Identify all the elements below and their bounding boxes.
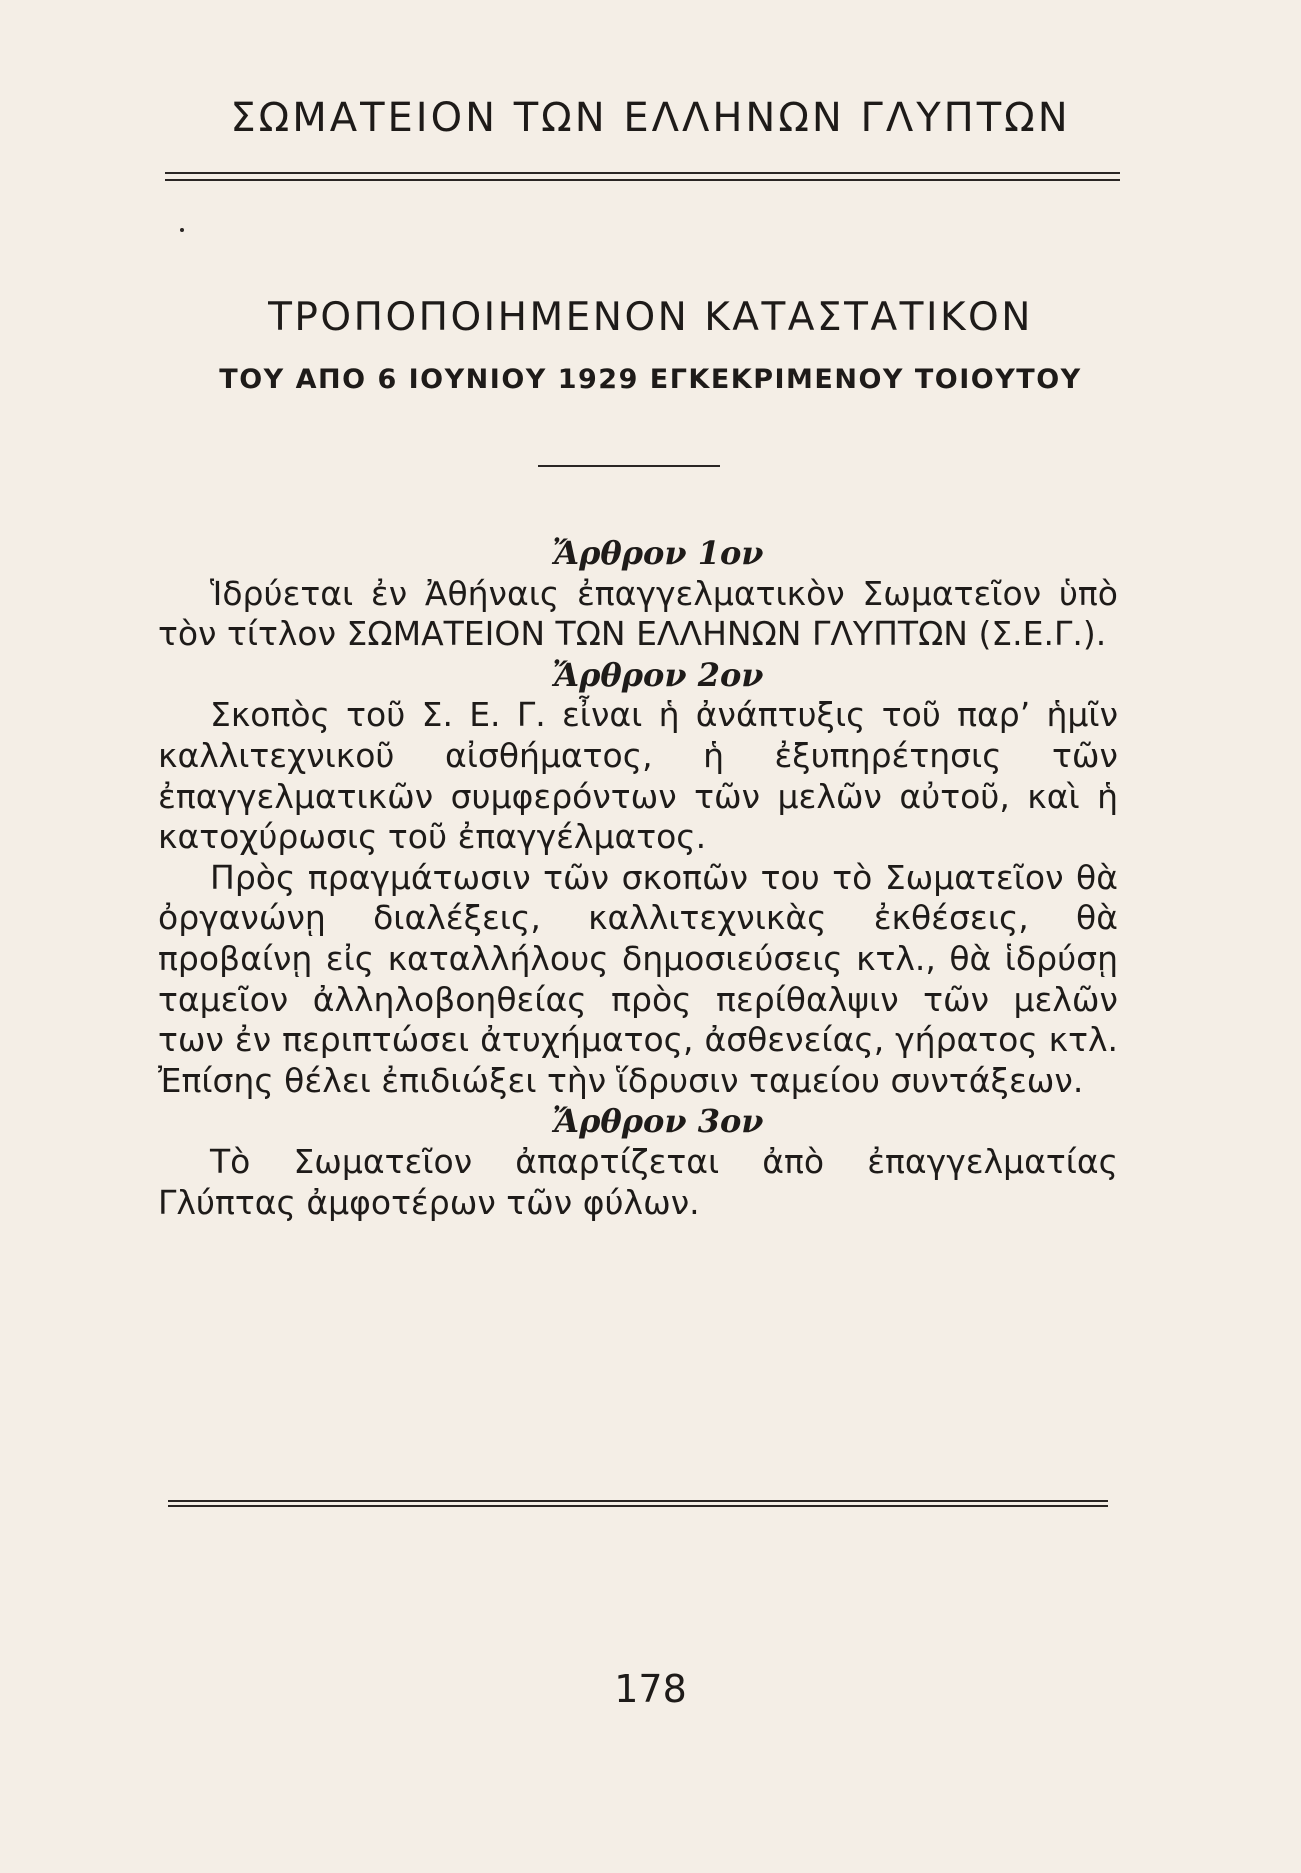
article-2-paragraph-1: Σκοπὸς τοῦ Σ. Ε. Γ. εἶναι ἡ ἀνάπτυξις τοῦ παρ’ ἡμῖν καλλιτεχνικοῦ αἰσθήματος, ἡ ἐξυπηρέτησις τῶν ἐπαγγελματικῶν συμφερόντων τῶν μελῶν αὐτοῦ, καὶ ἡ κατοχύρωσις τοῦ ἐπαγγέλματος. [158,695,1118,857]
page-number: 178 [614,1667,687,1711]
article-2-paragraph-2: Πρὸς πραγμάτωσιν τῶν σκοπῶν του τὸ Σωματεῖον θὰ ὀργανώνῃ διαλέξεις, καλλιτεχνικὰς ἐκθέσεις, θὰ προβαίνῃ εἰς καταλλήλους δημοσιεύσεις κτλ., θὰ ἱδρύσῃ ταμεῖον ἀλληλοβοηθείας πρὸς περίθαλψιν τῶν μελῶν των ἐν περιπτώσει ἀτυχήματος, ἀσθενείας, γήρατος κτλ. Ἐπίσης θέλει ἐπιδιώξει τὴν ἵδρυσιν ταμείου συντάξεων. [158,857,1118,1100]
document-title: ΤΡΟΠΟΠΟΙΗΜΕΝΟΝ ΚΑΤΑΣΤΑΤΙΚΟΝ [268,295,1033,340]
ink-speck [180,228,184,232]
article-3-paragraph-1: Τὸ Σωματεῖον ἀπαρτίζεται ἀπὸ ἐπαγγελματίας Γλύπτας ἀμφοτέρων τῶν φύλων. [158,1141,1118,1222]
article-1-heading: Ἄρθρον 1ον [552,534,764,572]
footer-double-rule [168,1500,1108,1507]
title-separator-rule [538,465,720,467]
article-1-paragraph-1: Ἱδρύεται ἐν Ἀθήναις ἐπαγγελματικὸν Σωματεῖον ὑπὸ τὸν τίτλον ΣΩΜΑΤΕΙΟΝ ΤΩΝ ΕΛΛΗΝΩΝ ΓΛΥΠΤΩΝ (Σ.Ε.Γ.). [158,573,1118,654]
article-2-heading: Ἄρθρον 2ον [552,655,764,694]
article-3-heading: Ἄρθρον 3ον [552,1102,764,1141]
header-double-rule [165,172,1120,181]
association-title: ΣΩΜΑΤΕΙΟΝ ΤΩΝ ΕΛΛΗΝΩΝ ΓΛΥΠΤΩΝ [230,95,1071,141]
statute-body [158,533,1118,1223]
document-subtitle: ΤΟΥ ΑΠΟ 6 ΙΟΥΝΙΟΥ 1929 ΕΓΚΕΚΡΙΜΕΝΟΥ ΤΟΙΟΥΤΟΥ [219,364,1082,395]
